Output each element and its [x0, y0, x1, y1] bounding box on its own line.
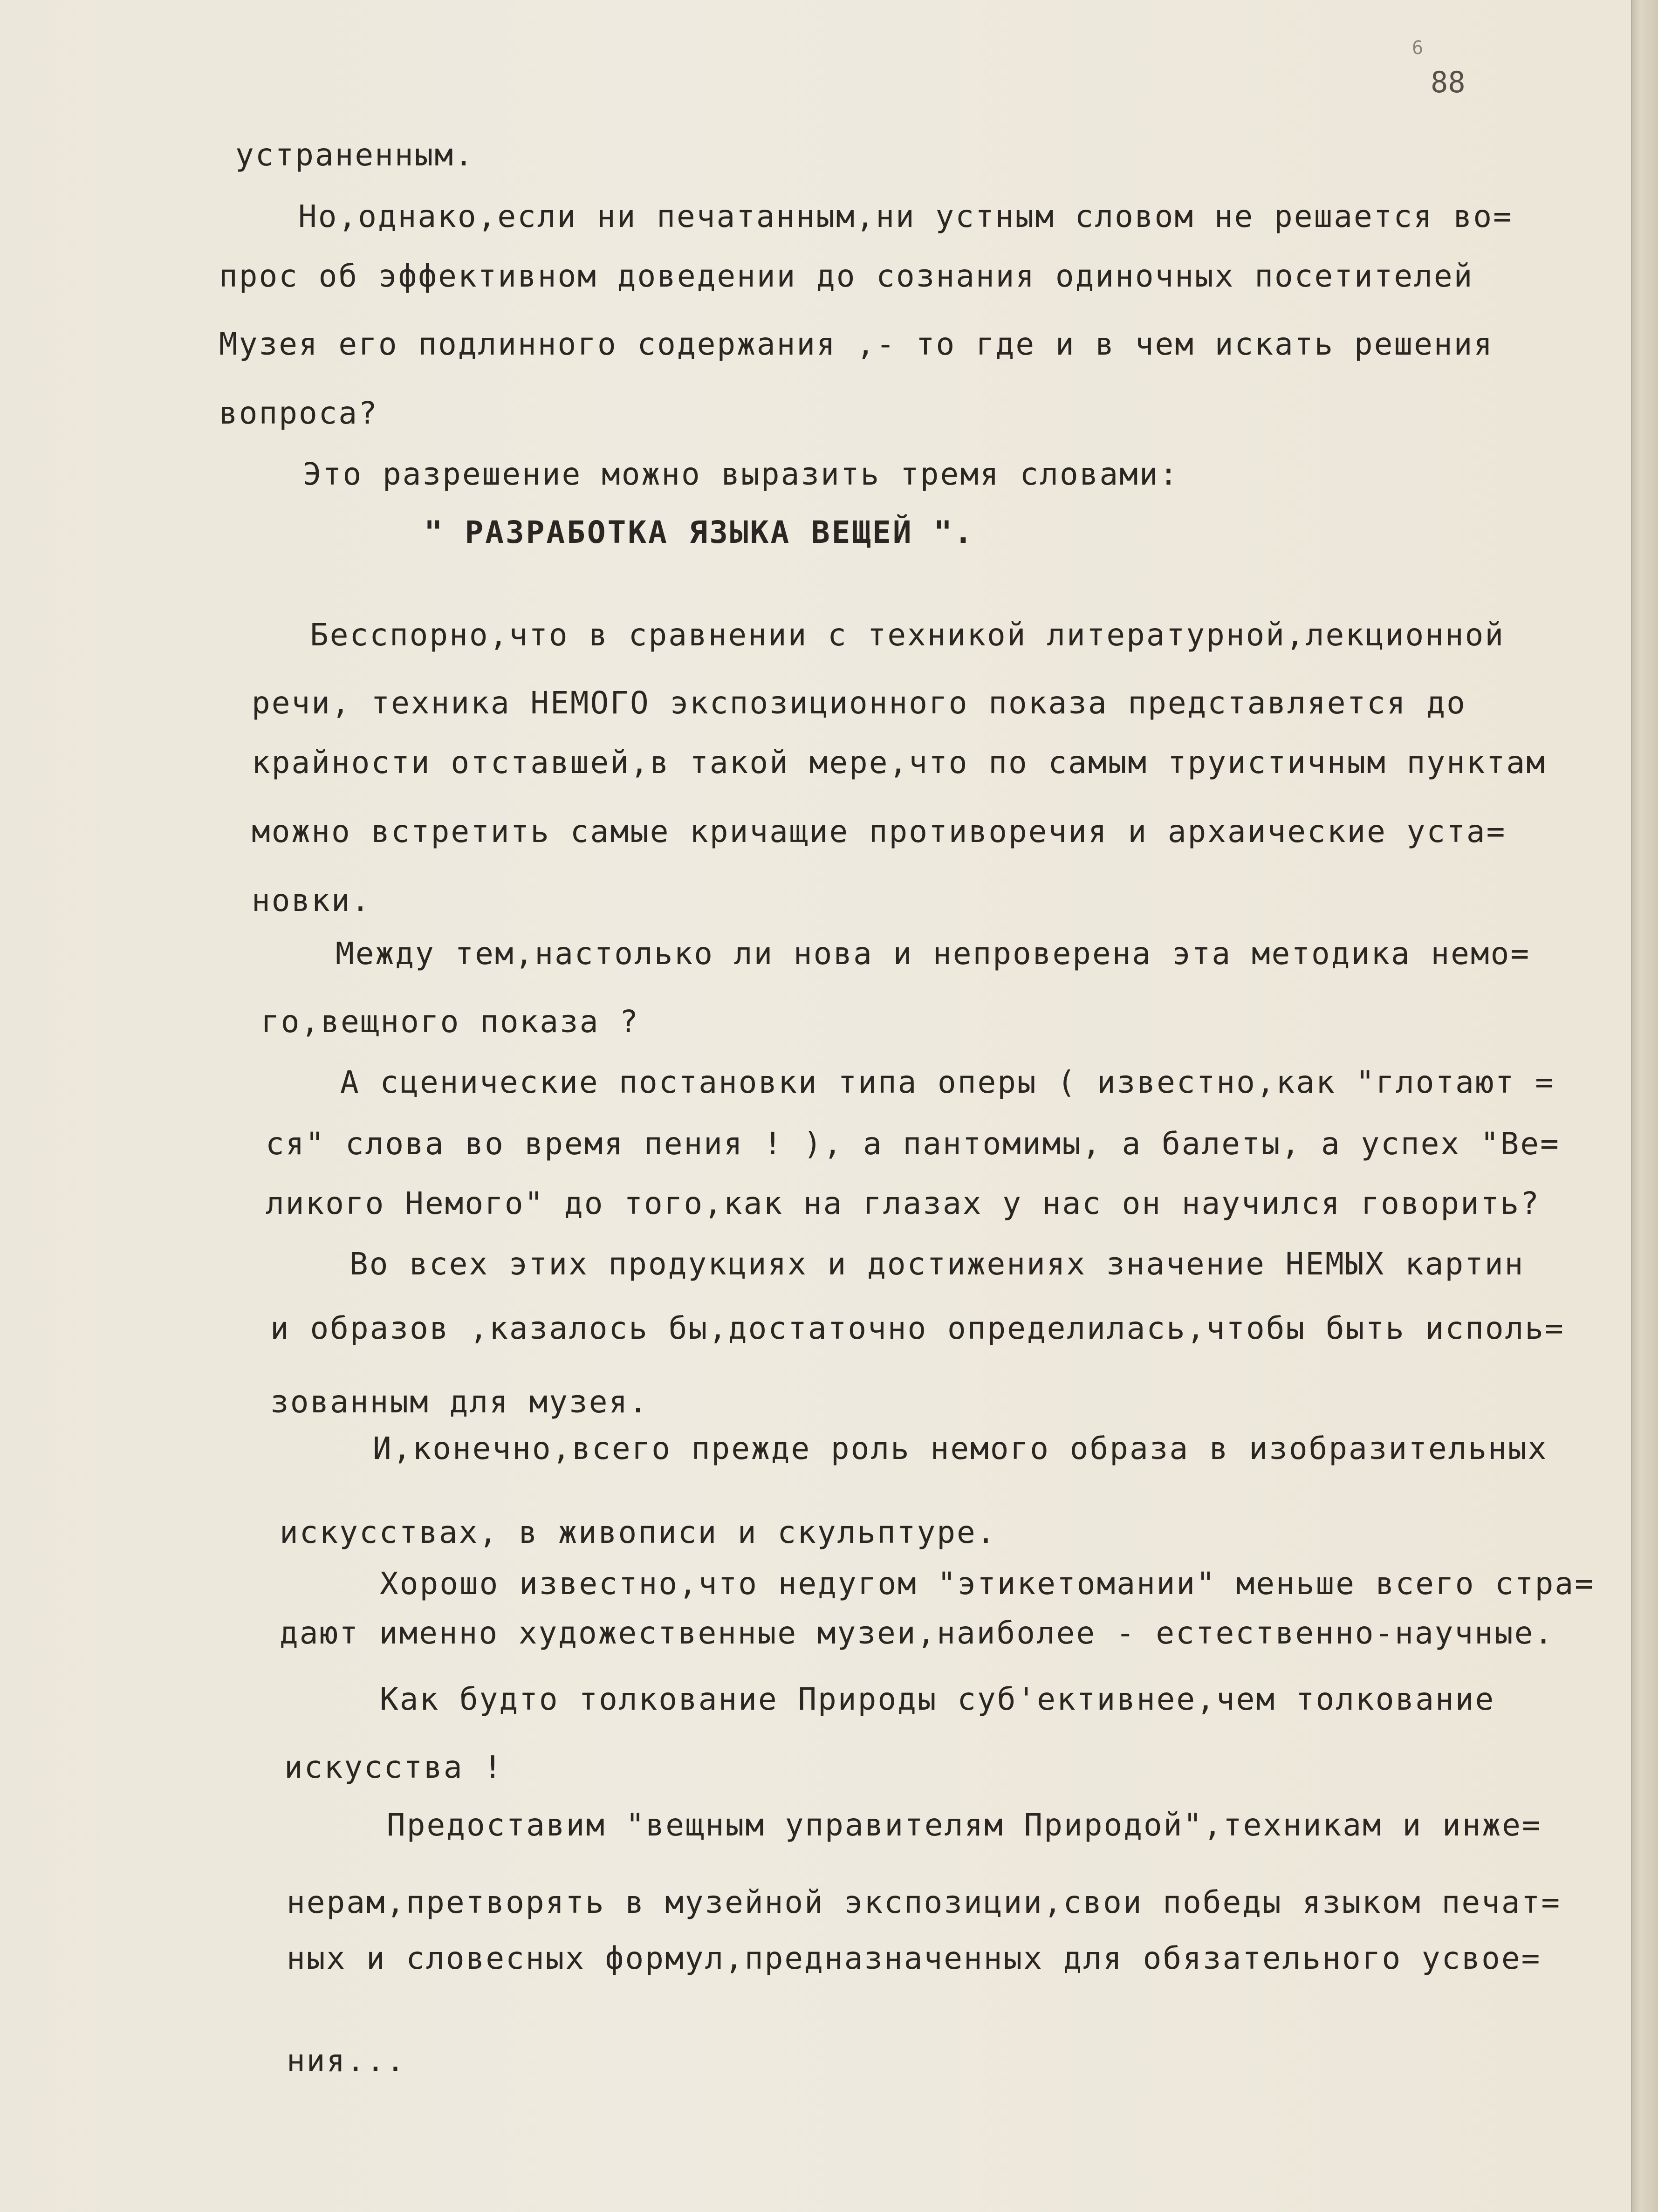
- text-line: Это разрешение можно выразить тремя словами:: [303, 456, 1179, 492]
- text-line: Но,однако,если ни печатанным,ни устным словом не решается во=: [298, 199, 1513, 234]
- text-line: го,вещного показа ?: [261, 1004, 639, 1040]
- text-line: Предоставим "вещным управителям Природой",техникам и инже=: [387, 1807, 1542, 1843]
- text-line: Хорошо известно,что недугом "этикетомании" меньше всего стра=: [380, 1566, 1595, 1602]
- text-line: можно встретить самые кричащие противоречия и архаические уста=: [252, 814, 1507, 849]
- text-line: вопроса?: [219, 395, 378, 431]
- page-number: 88: [1431, 65, 1466, 99]
- text-line: устраненным.: [235, 137, 474, 173]
- text-line: речи, техника НЕМОГО экспозиционного показа представляется до: [252, 685, 1466, 721]
- text-line: Во всех этих продукциях и достижениях значение НЕМЫХ картин: [349, 1246, 1525, 1282]
- text-line: и образов ,казалось бы,достаточно определилась,чтобы быть исполь=: [270, 1310, 1565, 1346]
- text-line: Бесспорно,что в сравнении с техникой литературной,лекционной: [310, 617, 1505, 653]
- text-line: А сценические постановки типа оперы ( известно,как "глотают =: [340, 1064, 1555, 1100]
- binding-edge: [1631, 0, 1658, 2212]
- text-line: ных и словесных формул,предназначенных для обязательного усвое=: [287, 1940, 1542, 1976]
- text-line: Как будто толкование Природы суб'ективнее,чем толкование: [380, 1681, 1495, 1717]
- corner-mark: 6: [1412, 37, 1424, 59]
- text-line: прос об эффективном доведении до сознания одиночных посетителей: [219, 258, 1474, 294]
- section-heading: " РАЗРАБОТКА ЯЗЫКА ВЕЩЕЙ ".: [424, 514, 974, 550]
- text-line: ния...: [287, 2043, 406, 2079]
- text-line: Между тем,настолько ли нова и непроверена эта методика немо=: [336, 936, 1531, 972]
- text-line: новки.: [252, 883, 371, 918]
- text-line: Музея его подлинного содержания ,- то где и в чем искать решения: [219, 326, 1494, 362]
- text-line: нерам,претворять в музейной экспозиции,свои победы языком печат=: [287, 1884, 1562, 1920]
- text-line: крайности отставшей,в такой мере,что по самым труистичным пунктам: [252, 745, 1546, 781]
- text-line: искусства !: [284, 1749, 504, 1785]
- text-line: ся" слова во время пения ! ), а пантомимы, а балеты, а успех "Ве=: [266, 1126, 1560, 1162]
- text-line: искусствах, в живописи и скульптуре.: [280, 1514, 997, 1550]
- text-line: дают именно художественные музеи,наиболее - естественно-научные.: [280, 1615, 1555, 1651]
- text-line: зованным для музея.: [270, 1384, 649, 1420]
- text-line: ликого Немого" до того,как на глазах у нас он научился говорить?: [266, 1185, 1541, 1221]
- text-line: И,конечно,всего прежде роль немого образа в изобразительных: [373, 1431, 1548, 1466]
